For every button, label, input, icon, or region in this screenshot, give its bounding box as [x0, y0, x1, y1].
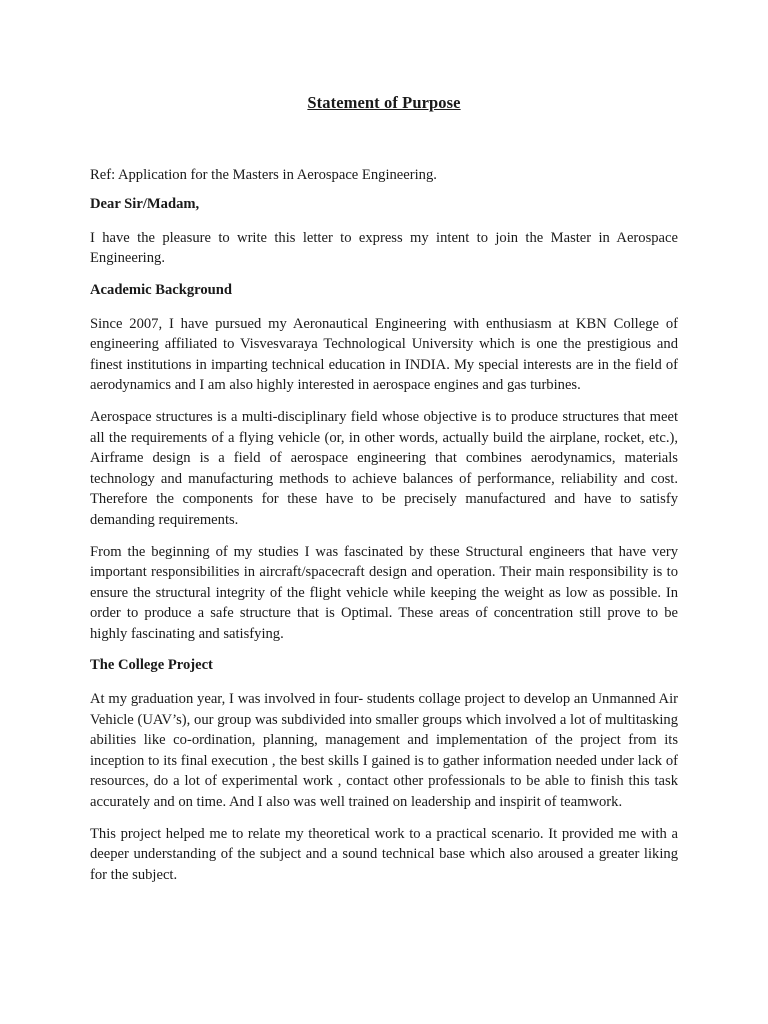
document-title: Statement of Purpose — [307, 93, 461, 112]
section-heading-academic-background: Academic Background — [90, 281, 233, 298]
salutation: Dear Sir/Madam, — [90, 196, 200, 213]
intro-paragraph: I have the pleasure to write this letter to express my intent to join the Master in Aerospace Engineering. — [90, 229, 678, 267]
paragraph-academic-1: Since 2007, I have pursued my Aeronautical Engineering with enthusiasm at KBN College of engineering affiliated to Visvesvaraya Technological University which is one the prestigious and finest institutions in imparting technical education in INDIA. My special interests are in the field of aerodynamics and I am also highly interested in aerospace engines and gas turbines. — [90, 315, 678, 394]
reference-line: Ref: Application for the Masters in Aerospace Engineering. — [90, 166, 437, 183]
paragraph-academic-3: From the beginning of my studies I was fascinated by these Structural engineers that have very important responsibilities in aircraft/spacecraft design and operation. Their main responsibility is to ensure the structural integrity of the flight vehicle while keeping the weight as low as possible. In order to produce a safe structure that is Optimal. These areas of concentration still prove to be highly fascinating and satisfying. — [90, 543, 678, 642]
document-page — [90, 93, 678, 896]
section-heading-college-project: The College Project — [90, 657, 213, 674]
paragraph-project-1: At my graduation year, I was involved in four- students collage project to develop an Unmanned Air Vehicle (UAV’s), our group was subdivided into smaller groups which involved a lot of multitasking abilities like co-ordination, planning, management and implementation of the project from its inception to its final execution , the best skills I gained is to gather information needed under lack of resources, do a lot of experimental work , contact other professionals to be able to finish this task accurately and on time. And I also was well trained on leadership and inspirit of teamwork. — [90, 691, 678, 811]
paragraph-academic-2: Aerospace structures is a multi-disciplinary field whose objective is to produce structures that meet all the requirements of a flying vehicle (or, in other words, actually build the airplane, rocket, etc.), Airframe design is a field of aerospace engineering that combines aerodynamics, materials technology and manufacturing methods to achieve balances of performance, reliability and cost. Therefore the components for these have to be precisely manufactured and have to satisfy demanding requirements. — [90, 408, 678, 528]
paragraph-project-2: This project helped me to relate my theoretical work to a practical scenario. It provided me with a deeper understanding of the subject and a sound technical base which also aroused a greater liking for the subject. — [90, 825, 678, 883]
